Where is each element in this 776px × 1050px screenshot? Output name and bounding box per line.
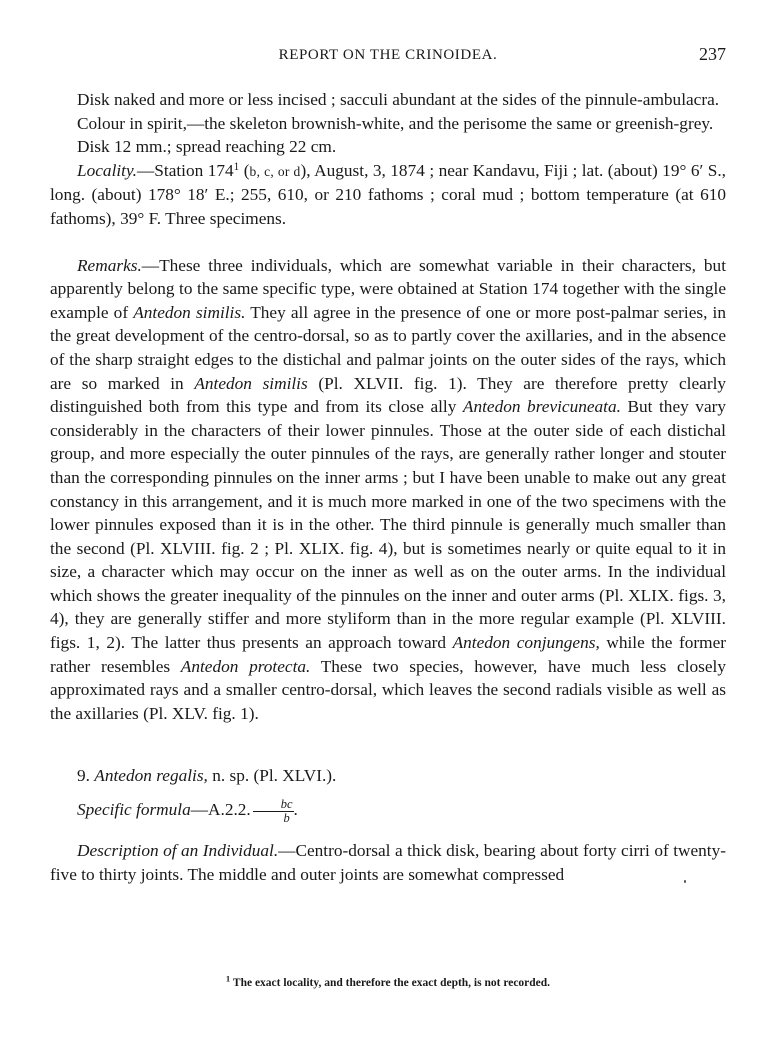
page-header <box>0 42 776 72</box>
species-name: Antedon regalis, <box>94 766 208 786</box>
individual-label: Description of an Individual. <box>77 841 279 861</box>
remarks-label: Remarks. <box>77 255 142 275</box>
page-number: 237 <box>699 44 726 64</box>
running-head: REPORT ON THE CRINOIDEA. <box>278 47 498 63</box>
locality-label: Locality. <box>77 160 138 180</box>
footnote: $^1$ The exact locality, and therefore the exact depth, is not recorded. <box>225 973 551 989</box>
disk-size-paragraph: Disk 12 mm.; spread reaching 22 cm. <box>77 137 337 157</box>
locality-paragraph: Locality.—Station $174^1$ (b, c, or d), August, 3, 1874 ; near Kandavu, Fiji ; lat. (about) 19° 6′ S., long. (about) 178° 18′ E.; 255, 610, or 210 fathoms ; coral mud ; bottom temperature (at 610 fathoms), 39° F. Three specimens. <box>50 160 726 228</box>
print-speck <box>684 880 686 883</box>
formula-fraction: $\frac{bc}{b}$ <box>253 798 294 825</box>
individual-description: Description of an Individual.—Centro-dorsal a thick disk, bearing about forty cirri of twenty-five to thirty joints. The middle and outer joints are somewhat compressed <box>50 841 726 884</box>
body-text-top <box>50 88 726 886</box>
footnote-ref: 1 <box>233 160 240 173</box>
colour-paragraph: Colour in spirit,—the skeleton brownish-white, and the perisome the same or greenish-grey. <box>77 113 714 133</box>
footnote-mark: 1 <box>225 973 231 984</box>
disk-paragraph: Disk naked and more or less incised ; sacculi abundant at the sides of the pinnule-ambulacra. <box>77 90 720 109</box>
remarks-paragraph: Remarks.—These three individuals, which are somewhat variable in their characters, but apparently belong to the same specific type, were obtained at Station 174 together with the single example of Antedon similis. They all agree in the presence of one or more post-palmar series, in the great development of the centro-dorsal, so as to partly cover the axillaries, and in the absence of the sharp straight edges to the distichal and palmar joints on the outer sides of the rays, which are so marked in Antedon similis (Pl. XLVII. fig. 1). They are therefore pretty clearly distinguished both from this type and from its close ally Antedon brevicuneata. But they vary considerably in the characters of their lower pinnules. Those at the outer side of each distichal group, and more especially the outer pinnules of the rays, are generally rather longer and stouter than the corresponding pinnules on the inner arms ; but I have been unable to make out any great constancy in this arrangement, and it is much more marked in one of the two specimens with the lower pinnules exposed than it is in the other. The third pinnule is generally much smaller than the second (Pl. XLVIII. fig. 2 ; Pl. XLIX. fig. 4), but is sometimes nearly or quite equal to it in size, a character which may occur on the inner as well as on the outer arms. In the individual which shows the greater inequality of the pinnules on the inner and outer arms (Pl. XLIX. figs. 3, 4), they are generally stiffer and more styliform than in the more regular example (Pl. XLVIII. figs. 1, 2). The latter thus presents an approach toward Antedon conjungens, while the former rather resembles Antedon protecta. These two species, however, have much less closely approximated rays and a smaller centro-dorsal, which leaves the second radials visible as well as the axillaries (Pl. XLV. fig. 1). <box>50 255 727 723</box>
species-heading: 9. Antedon regalis, n. sp. (Pl. XLVI.). <box>77 766 337 786</box>
specific-formula: Specific formula—A.2.2. $\frac{bc}{b}$ . <box>77 797 298 826</box>
